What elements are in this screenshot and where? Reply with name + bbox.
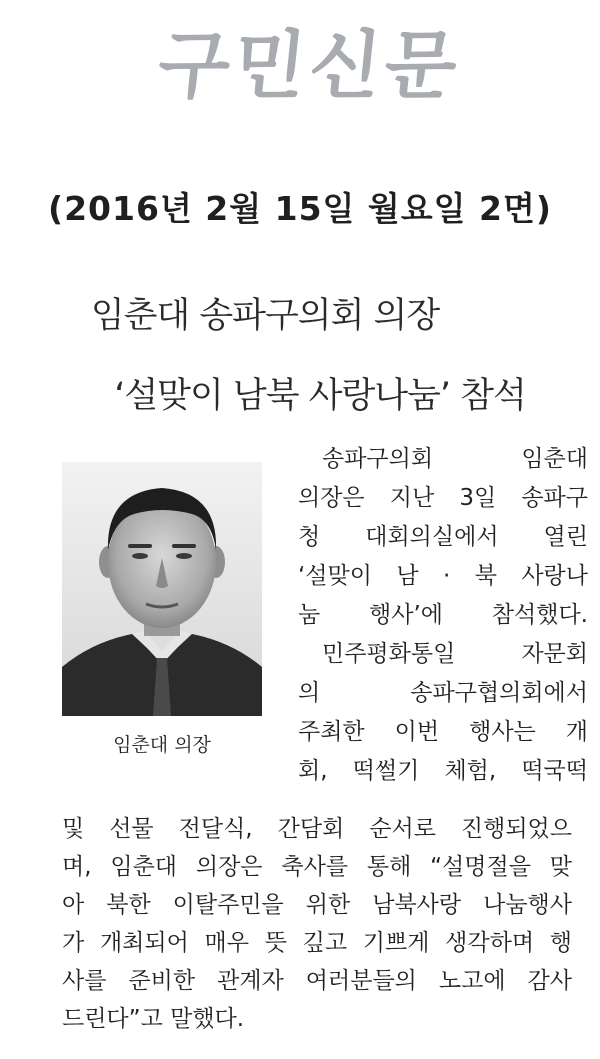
newspaper-logo — [115, 10, 506, 110]
article-body-full-width — [62, 810, 572, 1038]
portrait-photo — [62, 462, 262, 716]
article-line: 아 북한 이탈주민을 위한 남북사랑 나눔행사 — [62, 892, 572, 918]
article-line: 청 대회의실에서 열린 — [298, 524, 588, 550]
publication-dateline: (2016년 2월 15일 월요일 2면) — [48, 189, 552, 228]
article-line: 의 송파구협의회에서 — [298, 680, 588, 706]
photo-caption: 임춘대 의장 — [113, 734, 211, 756]
article-line: 며, 임춘대 의장은 축사를 통해 “설명절을 맞 — [62, 854, 572, 880]
article-body-column — [298, 440, 588, 791]
article-line: 눔 행사’에 참석했다. — [298, 602, 588, 628]
article-line: 주최한 이번 행사는 개 — [298, 719, 588, 745]
article-line: 가 개최되어 매우 뜻 깊고 기쁘게 생각하며 행 — [62, 930, 572, 956]
headline-line-2: ‘설맞이 남북 사랑나눔’ 참석 — [114, 376, 526, 416]
article-line: 사를 준비한 관계자 여러분들의 노고에 감사 — [62, 968, 572, 994]
article-line: ‘설맞이 남 · 북 사랑나 — [298, 563, 588, 589]
article-line: 및 선물 전달식, 간담회 순서로 진행되었으 — [62, 816, 572, 842]
headline-line-1: 임춘대 송파구의회 의장 — [90, 296, 440, 336]
article-line: 드린다”고 말했다. — [62, 1006, 245, 1032]
article-line: 민주평화통일 자문회 — [322, 641, 588, 667]
article-line: 송파구의회 임춘대 — [322, 446, 588, 472]
article-line: 의장은 지난 3일 송파구 — [298, 485, 588, 511]
newspaper-logo-text: 구민신문 — [153, 23, 465, 109]
article-line: 회, 떡썰기 체험, 떡국떡 — [298, 758, 588, 784]
